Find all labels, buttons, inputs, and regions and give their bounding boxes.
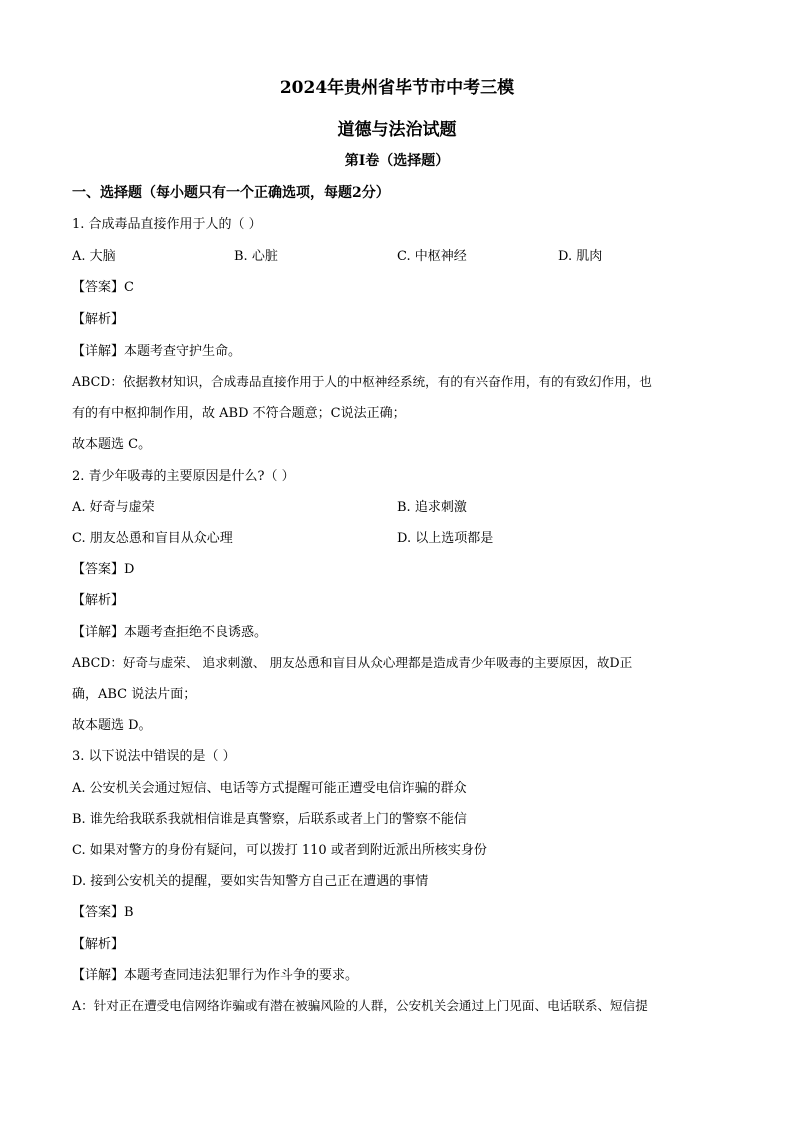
q3-explanation-line-1: A：针对正在遭受电信网络诈骗或有潜在被骗风险的人群，公安机关会通过上门见面、电话联系、短信提	[72, 998, 648, 1013]
q3-stem: 3. 以下说法中错误的是（ ）	[72, 749, 236, 764]
q1-option-a: A. 大脑	[72, 249, 116, 264]
q1-analysis-label: 【解析】	[72, 312, 125, 327]
q2-explanation-line-1: ABCD：好奇与虚荣、 追求刺激、 朋友怂恿和盲目从众心理都是造成青少年吸毒的主要原因，故D正	[72, 655, 633, 670]
q2-option-a: A. 好奇与虚荣	[72, 500, 155, 515]
page-title: 2024年贵州省毕节市中考三模	[279, 78, 515, 98]
q3-option-a: A. 公安机关会通过短信、电话等方式提醒可能正遭受电信诈骗的群众	[72, 781, 467, 796]
q1-option-d: D. 肌肉	[558, 249, 603, 264]
q3-option-b: B. 谁先给我联系我就相信谁是真警察，后联系或者上门的警察不能信	[72, 812, 467, 827]
q1-explanation-line-1: ABCD：依据教材知识，合成毒品直接作用于人的中枢神经系统，有的有兴奋作用，有的有致幻作用，也	[72, 374, 652, 389]
q3-analysis-label: 【解析】	[72, 937, 125, 952]
q3-option-c: C. 如果对警方的身份有疑问，可以拨打 110 或者到附近派出所核实身份	[72, 843, 487, 858]
q2-answer: 【答案】D	[72, 562, 135, 577]
q2-analysis-label: 【解析】	[72, 593, 125, 608]
q1-explanation-line-2: 有的有中枢抑制作用，故 ABD 不符合题意；C说法正确；	[72, 406, 406, 421]
q1-conclusion: 故本题选 C。	[72, 437, 152, 452]
q1-stem: 1. 合成毒品直接作用于人的（ ）	[72, 217, 262, 232]
q1-option-b: B. 心脏	[234, 249, 278, 264]
page-subtitle: 道德与法治试题	[337, 120, 457, 140]
q1-answer: 【答案】C	[72, 280, 134, 295]
q2-conclusion: 故本题选 D。	[72, 718, 152, 733]
q3-detail: 【详解】本题考查同违法犯罪行为作斗争的要求。	[72, 968, 359, 983]
q1-detail: 【详解】本题考查守护生命。	[72, 344, 242, 359]
q2-option-b: B. 追求刺激	[397, 500, 467, 515]
section-heading: 一、选择题（每小题只有一个正确选项，每题2分）	[72, 185, 390, 201]
q2-option-c: C. 朋友怂恿和盲目从众心理	[72, 531, 233, 546]
q3-answer: 【答案】B	[72, 905, 134, 920]
q1-option-c: C. 中枢神经	[397, 249, 467, 264]
q2-stem: 2. 青少年吸毒的主要原因是什么?（ ）	[72, 469, 295, 484]
q2-option-d: D. 以上选项都是	[397, 531, 494, 546]
q3-option-d: D. 接到公安机关的提醒，要如实告知警方自己正在遭遇的事情	[72, 874, 429, 889]
q2-detail: 【详解】本题考查拒绝不良诱惑。	[72, 625, 268, 640]
q2-explanation-line-2: 确，ABC 说法片面；	[72, 687, 197, 702]
volume-heading: 第I卷（选择题）	[344, 153, 450, 169]
